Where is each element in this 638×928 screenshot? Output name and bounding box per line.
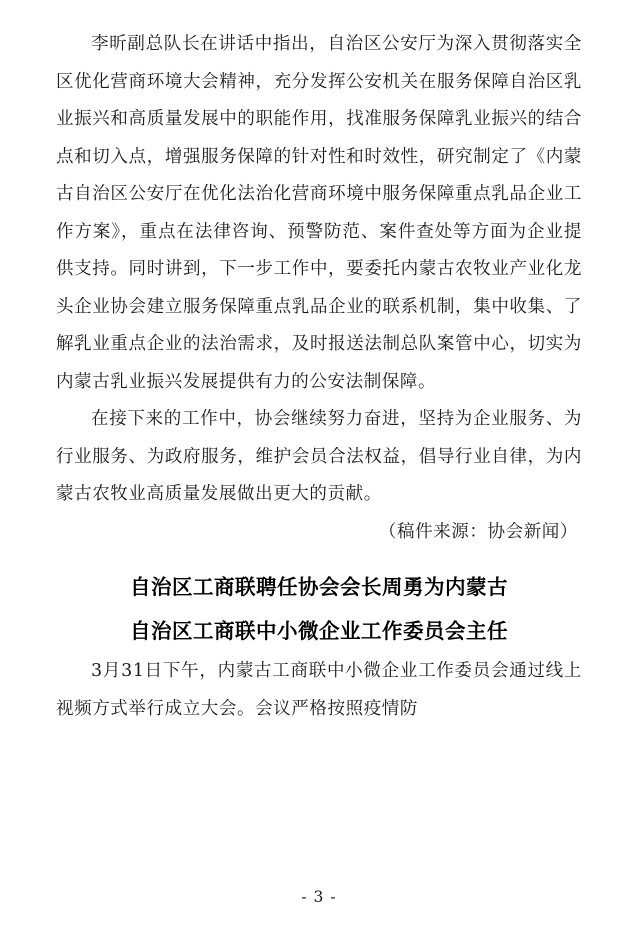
page-number: - 3 - xyxy=(301,888,337,906)
paragraph-after-headline: 3月31日下午，内蒙古工商联中小微企业工作委员会通过线上视频方式举行成立大会。会议严格按照疫情防 xyxy=(56,661,582,719)
article-headline xyxy=(56,565,582,653)
paragraph-2: 在接下来的工作中，协会继续努力奋进，坚持为企业服务、为行业服务、为政府服务，维护会员合法权益，倡导行业自律，为内蒙古农牧业高质量发展做出更大的贡献。 xyxy=(56,409,582,504)
headline-line-2: 自治区工商联中小微企业工作委员会主任 xyxy=(130,619,508,643)
paragraph-1: 李昕副总队长在讲话中指出，自治区公安厅为深入贯彻落实全区优化营商环境大会精神，充分发挥公安机关在服务保障自治区乳业振兴和高质量发展中的职能作用，找准服务保障乳业振兴的结合点和切入点，增强服务保障的针对性和时效性，研究制定了《内蒙古自治区公安厅在优化法治化营商环境中服务保障重点乳品企业工作方案》，重点在法律咨询、预警防范、案件查处等方面为企业提供支持。同时讲到，下一步工作中，要委托内蒙古农牧业产业化龙头企业协会建立服务保障重点乳品企业的联系机制，集中收集、了解乳业重点企业的法治需求，及时报送法制总队案管中心，切实为内蒙古乳业振兴发展提供有力的公安法制保障。 xyxy=(56,34,582,392)
source-attribution: （稿件来源：协会新闻） xyxy=(378,521,578,542)
document-body xyxy=(56,26,582,728)
headline-line-1: 自治区工商联聘任协会会长周勇为内蒙古 xyxy=(130,575,508,599)
